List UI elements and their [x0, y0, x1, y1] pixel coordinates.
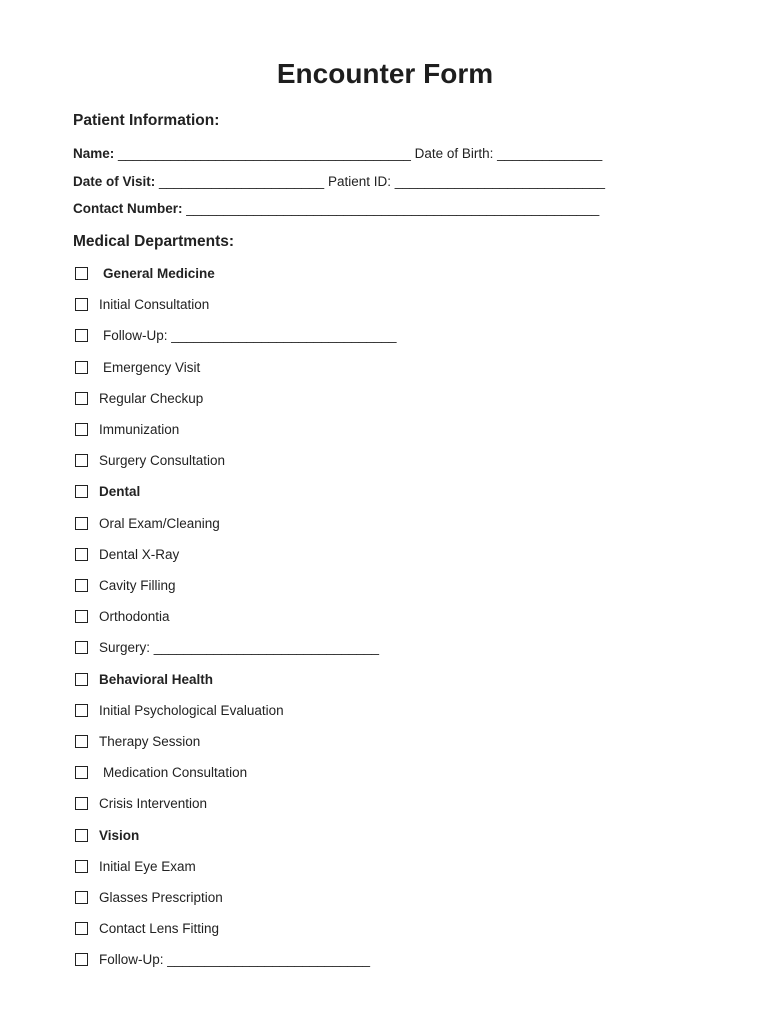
checkbox[interactable] — [75, 673, 88, 686]
checklist-item-label: General Medicine — [103, 265, 215, 281]
contact-line — [73, 201, 599, 216]
checklist-item-label: Glasses Prescription — [99, 889, 223, 905]
checklist-item[interactable] — [75, 576, 176, 594]
checklist-item[interactable] — [75, 919, 219, 937]
checklist-item[interactable] — [75, 482, 140, 500]
checklist-item-label: Orthodontia — [99, 608, 170, 624]
checklist-item-label: Vision — [99, 827, 140, 843]
checklist-item[interactable] — [75, 732, 200, 750]
checkbox[interactable] — [75, 485, 88, 498]
checklist-item[interactable] — [75, 358, 200, 376]
name-field[interactable]: _______________________________________ — [114, 146, 411, 161]
checklist-item[interactable] — [75, 545, 179, 563]
checklist-item-label: Contact Lens Fitting — [99, 920, 220, 936]
patient-id-field[interactable]: Patient ID: ____________________________ — [324, 174, 605, 189]
checklist-item[interactable] — [75, 420, 179, 438]
patient-info-heading: Patient Information: — [73, 112, 220, 129]
checklist-item-label: Behavioral Health — [99, 671, 214, 687]
checkbox[interactable] — [75, 641, 88, 654]
checklist-item-label: Initial Psychological Evaluation — [99, 702, 284, 718]
contact-label: Contact Number: — [73, 201, 183, 216]
checklist-item-label: Crisis Intervention — [99, 795, 208, 811]
checklist-item[interactable] — [75, 295, 209, 313]
checkbox[interactable] — [75, 829, 88, 842]
checklist-item-label: Initial Consultation — [99, 296, 210, 312]
checkbox[interactable] — [75, 392, 88, 405]
checklist-item[interactable] — [75, 794, 207, 812]
checklist-item-label: Initial Eye Exam — [99, 858, 196, 874]
checkbox[interactable] — [75, 548, 88, 561]
checkbox[interactable] — [75, 735, 88, 748]
checkbox[interactable] — [75, 891, 88, 904]
checklist-item[interactable] — [75, 826, 139, 844]
contact-field[interactable]: _______________________________________________________ — [182, 201, 600, 216]
name-label: Name: — [73, 146, 115, 161]
checkbox[interactable] — [75, 922, 88, 935]
checklist-item-label: Cavity Filling — [99, 577, 176, 593]
checklist-item-label: Dental X-Ray — [99, 546, 180, 562]
checkbox[interactable] — [75, 704, 88, 717]
checkbox[interactable] — [75, 454, 88, 467]
checkbox[interactable] — [75, 953, 88, 966]
checklist-item[interactable] — [75, 638, 379, 656]
checklist-item[interactable] — [75, 950, 370, 968]
checklist-item[interactable] — [75, 857, 196, 875]
checkbox[interactable] — [75, 797, 88, 810]
departments-heading: Medical Departments: — [73, 233, 235, 250]
checklist-item-label: Surgery Consultation — [99, 452, 226, 468]
checklist-item-label: Follow-Up: ___________________________ — [99, 951, 370, 967]
checklist-item-label: Immunization — [99, 421, 180, 437]
checklist-item-label: Emergency Visit — [103, 359, 201, 375]
checklist-item[interactable] — [75, 264, 215, 282]
checkbox[interactable] — [75, 610, 88, 623]
checklist-item[interactable] — [75, 326, 397, 344]
visit-date-label: Date of Visit: — [73, 174, 156, 189]
checklist-item-label: Oral Exam/Cleaning — [99, 515, 220, 531]
checklist-item-label: Dental — [99, 483, 141, 499]
checkbox[interactable] — [75, 860, 88, 873]
checklist-item-label: Regular Checkup — [99, 390, 204, 406]
checklist-item-label: Follow-Up: ______________________________ — [103, 327, 397, 343]
dob-field[interactable]: Date of Birth: ______________ — [410, 146, 603, 161]
checklist-item[interactable] — [75, 514, 220, 532]
checklist-item[interactable] — [75, 701, 284, 719]
visit-date-field[interactable]: ______________________ — [155, 174, 325, 189]
checklist-item-label: Surgery: ______________________________ — [99, 639, 380, 655]
checkbox[interactable] — [75, 423, 88, 436]
checkbox[interactable] — [75, 298, 88, 311]
checkbox[interactable] — [75, 361, 88, 374]
checklist-item[interactable] — [75, 389, 203, 407]
form-title: Encounter Form — [276, 58, 494, 89]
checkbox[interactable] — [75, 517, 88, 530]
checklist-item[interactable] — [75, 451, 225, 469]
checklist-item-label: Therapy Session — [99, 733, 201, 749]
checkbox[interactable] — [75, 766, 88, 779]
checklist-item[interactable] — [75, 763, 247, 781]
checklist-item[interactable] — [75, 607, 170, 625]
checklist-item[interactable] — [75, 670, 213, 688]
checkbox[interactable] — [75, 267, 88, 280]
checklist-item[interactable] — [75, 888, 223, 906]
checklist-item-label: Medication Consultation — [103, 764, 248, 780]
visit-id-line — [73, 174, 605, 189]
name-dob-line — [73, 146, 602, 161]
checkbox[interactable] — [75, 329, 88, 342]
checkbox[interactable] — [75, 579, 88, 592]
